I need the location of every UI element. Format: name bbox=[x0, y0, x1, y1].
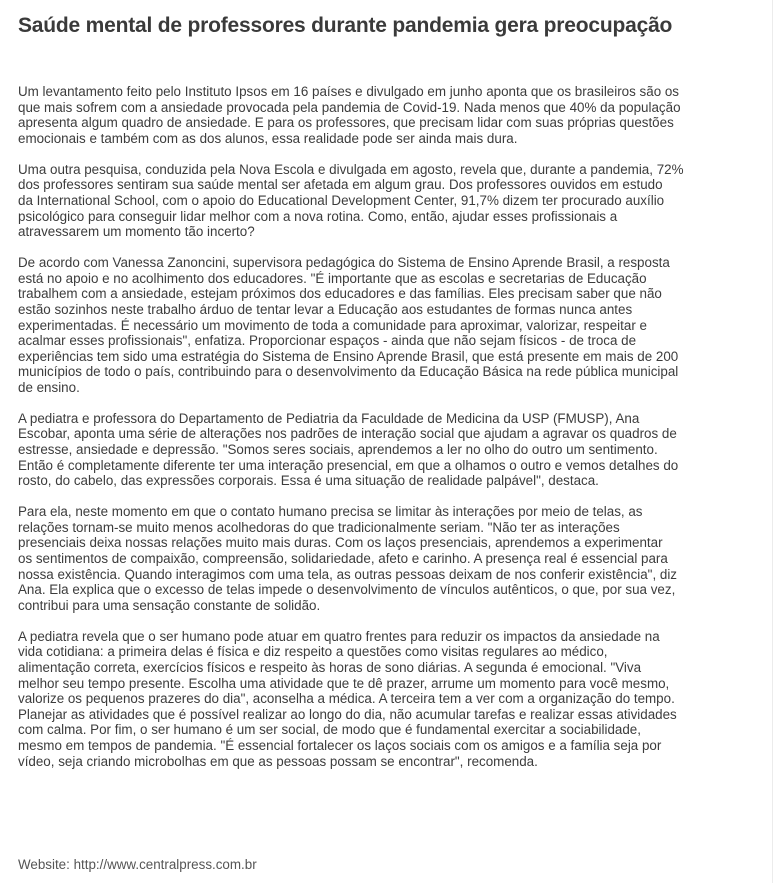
website-label: Website: bbox=[18, 857, 70, 872]
paragraph-line: melhor seu tempo presente. Escolha uma atividade que te dê prazer, arrume um momento para você mesmo, bbox=[18, 675, 670, 691]
paragraph-line: Um levantamento feito pelo Instituto Ipsos em 16 países e divulgado em junho aponta que os brasileiros são os bbox=[18, 84, 679, 99]
paragraph-line: que mais sofrem com a ansiedade provocada pela pandemia de Covid-19. Nada menos que 40% da população bbox=[18, 99, 681, 115]
paragraph-line: atravessarem um momento tão incerto? bbox=[18, 224, 255, 240]
paragraph-line: A pediatra revela que o ser humano pode atuar em quatro frentes para reduzir os impactos da ansiedade na bbox=[18, 628, 660, 644]
paragraph-line: presenciais deixa nossas relações muito mais duras. Com os laços presenciais, aprendemos a experimentar bbox=[18, 535, 663, 551]
paragraph-line: estresse, ansiedade e depressão. "Somos seres sociais, aprendemos a ler no olho do outro um sentimento. bbox=[18, 442, 658, 458]
article-paragraph-2 bbox=[18, 162, 773, 240]
paragraph-line: mesmo em tempos de pandemia. "É essencial fortalecer os laços sociais com os amigos e a família seja por bbox=[18, 737, 662, 753]
paragraph-line: Ana. Ela explica que o excesso de telas impede o desenvolvimento de vínculos autênticos, o que, por sua vez, bbox=[18, 582, 676, 598]
paragraph-line: rosto, do cabelo, das expressões corporais. Essa é uma situação de realidade palpável", destaca. bbox=[18, 473, 599, 489]
paragraph-line: psicológico para conseguir lidar melhor com a nova rotina. Como, então, ajudar esses profissionais a bbox=[18, 208, 618, 224]
article-paragraph-4 bbox=[18, 411, 773, 489]
paragraph-line: A pediatra e professora do Departamento de Pediatria da Faculdade de Medicina da USP (FMUSP), Ana bbox=[18, 410, 640, 426]
article-paragraph-5 bbox=[18, 504, 773, 613]
paragraph-line: trabalhem com a ansiedade, estejam próximos dos educadores e das famílias. Eles precisam saber que não bbox=[18, 286, 662, 302]
paragraph-line: acalmar esses profissionais", enfatiza. Proporcionar espaços - ainda que não sejam físicos - de troca de bbox=[18, 333, 637, 349]
paragraph-line: está no apoio e no acolhimento dos educadores. "É importante que as escolas e secretarias de Educação bbox=[18, 270, 647, 286]
paragraph-line: De acordo com Vanessa Zanoncini, supervisora pedagógica do Sistema de Ensino Aprende Brasil, a resposta bbox=[18, 255, 670, 271]
paragraph-line: emocionais e também com as dos alunos, essa realidade pode ser ainda mais dura. bbox=[18, 130, 518, 146]
paragraph-line: Para ela, neste momento em que o contato humano precisa se limitar às interações por meio de telas, as bbox=[18, 504, 643, 520]
article-paragraph-6 bbox=[18, 629, 773, 769]
paragraph-line: nossa existência. Quando interagimos com uma tela, as outras pessoas deixam de nos conferir existência", diz bbox=[18, 566, 677, 582]
paragraph-line: experimentadas. É necessário um movimento de toda a comunidade para aproximar, valorizar, respeitar e bbox=[18, 317, 647, 333]
article-paragraph-1 bbox=[18, 84, 773, 146]
paragraph-line: de ensino. bbox=[18, 379, 80, 395]
article-footer bbox=[18, 857, 257, 873]
paragraph-line: vídeo, seja criando microbolhas em que as pessoas possam se encontrar", recomenda. bbox=[18, 753, 538, 769]
paragraph-line: com calma. Por fim, o ser humano é um ser social, de modo que é fundamental exercitar a sociabilidade, bbox=[18, 722, 641, 738]
paragraph-line: apresenta algum quadro de ansiedade. E para os professores, que precisam lidar com suas próprias questões bbox=[18, 115, 674, 131]
article-body bbox=[18, 84, 773, 785]
paragraph-line: dos professores sentiram sua saúde mental ser afetada em algum grau. Dos professores ouvidos em estudo bbox=[18, 177, 663, 193]
paragraph-line: Então é completamente diferente ter uma interação presencial, em que a olhamos o outro e vemos detalhes do bbox=[18, 457, 679, 473]
paragraph-line: relações tornam-se muito menos acolhedoras do que tradicionalmente seriam. "Não ter as interações bbox=[18, 519, 620, 535]
paragraph-line: os sentimentos de compaixão, compreensão, solidariedade, afeto e carinho. A presença real é essencial para bbox=[18, 551, 668, 566]
website-link[interactable]: http://www.centralpress.com.br bbox=[73, 857, 257, 872]
paragraph-line: experiências tem sido uma estratégia do Sistema de Ensino Aprende Brasil, que está presente em mais de 200 bbox=[18, 348, 679, 364]
paragraph-line: vida cotidiana: a primeira delas é física e diz respeito a questões como visitas regulares ao médico, bbox=[18, 644, 608, 660]
paragraph-line: Planejar as atividades que é possível realizar ao longo do dia, não acumular tarefas e realizar essas atividades bbox=[18, 706, 677, 722]
paragraph-line: municípios de todo o país, contribuindo para o desenvolvimento da Educação Básica na rede pública municipal bbox=[18, 364, 679, 380]
paragraph-line: estão sozinhos neste trabalho árduo de tentar levar a Educação aos estudantes de formas nunca antes bbox=[18, 301, 633, 317]
paragraph-line: Escobar, aponta uma série de alterações nos padrões de interação social que ajudam a agravar os quadros de bbox=[18, 426, 677, 442]
paragraph-line: alimentação correta, exercícios físicos e respeito às horas de sono diárias. A segunda é emocional. "Viva bbox=[18, 659, 642, 675]
paragraph-line: da International School, com o apoio do Educational Development Center, 91,7% dizem ter procurado auxílio bbox=[18, 192, 665, 208]
article-title: Saúde mental de professores durante pandemia gera preocupação bbox=[18, 14, 673, 37]
paragraph-line: Uma outra pesquisa, conduzida pela Nova Escola e divulgada em agosto, revela que, durante a pandemia, 72% bbox=[18, 161, 684, 177]
paragraph-line: contribui para uma sensação constante de solidão. bbox=[18, 597, 321, 613]
article-paragraph-3 bbox=[18, 255, 773, 395]
paragraph-line: valorize os pequenos prazeres do dia", aconselha a médica. A terceira tem a ver com a organização do tempo. bbox=[18, 691, 675, 707]
